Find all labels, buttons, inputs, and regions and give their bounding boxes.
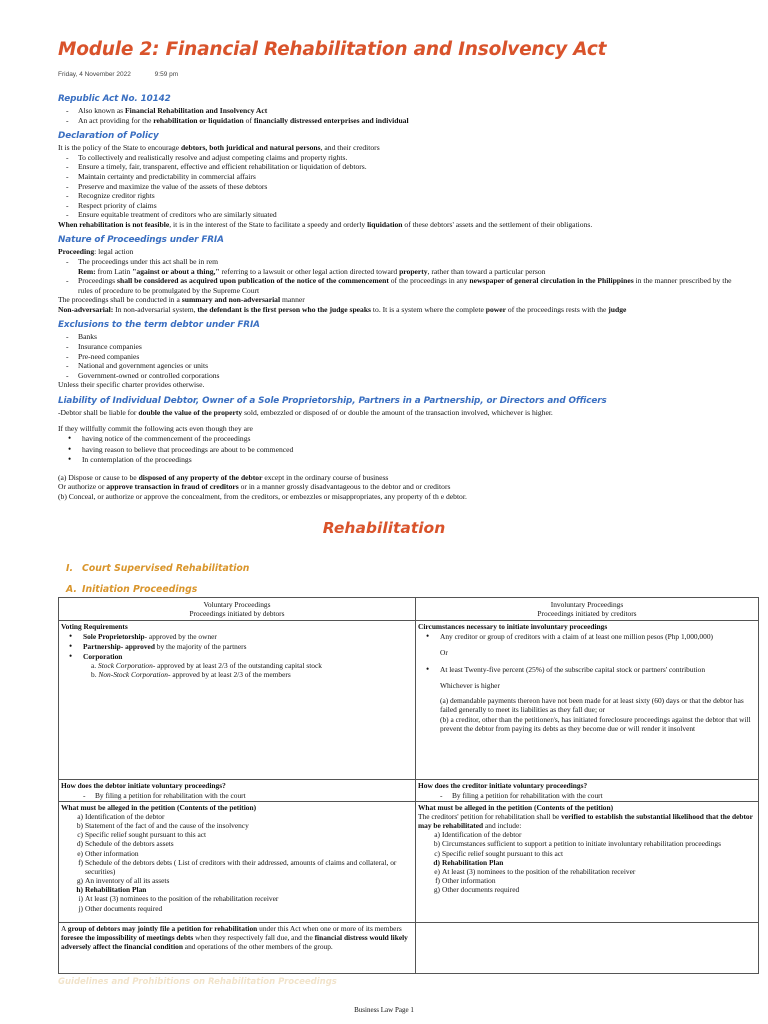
table-row bbox=[59, 801, 759, 922]
list-item: f) Schedule of the debtors debts ( List of creditors with their addressed, amounts of claims and collateral, or securities) bbox=[78, 857, 397, 876]
list-item: • Sole Proprietorship- approved by the owner bbox=[69, 632, 413, 641]
table-row bbox=[59, 621, 759, 780]
table-row bbox=[59, 598, 759, 621]
table-row bbox=[59, 922, 759, 973]
faded-heading: Guidelines and Prohibitions on Rehabilitation Proceedings bbox=[58, 977, 337, 987]
rehabilitation-title: Rehabilitation bbox=[322, 519, 446, 537]
list-item: • At least Twenty-five percent (25%) of the subscribe capital stock or partners' contribution bbox=[426, 665, 756, 674]
list-item: - Respect priority of claims bbox=[66, 201, 748, 211]
list-item: - Pre-need companies bbox=[66, 352, 748, 362]
page-title: Module 2: Financial Rehabilitation and Insolvency Act bbox=[58, 39, 607, 60]
list-item: - Insurance companies bbox=[66, 342, 748, 352]
voluntary-petition-contents-cell: What must be alleged in the petition (Contents of the petition) a) Identification of the debtor b) Statement of the fact of and the cause of the insolvency c) Specific relief sought pursuant to this act d) Schedule of the debtors assets e) Other information f) Schedule of the debtors debts ( List of creditors with their addressed, amounts of claims and collateral, or securities) g) An inventory of all its assets h) Rehabilitation Plan i) At least (3) nominees to the position of the rehabilitation receiver j) Other documents required bbox=[59, 801, 416, 922]
note-date: Friday, 4 November 2022 bbox=[58, 71, 131, 78]
list-item: g) Other documents required bbox=[433, 885, 520, 895]
empty-cell bbox=[416, 922, 759, 973]
circumstances-cell: Circumstances necessary to initiate involuntary proceedings • Any creditor or group of creditors with a claim of at least one million pesos (Php 1,000,000) Or • At least Twenty-five percent (25%) of the subscribe capital stock or partners' contribution Whichever is higher (a) demandable payments thereon have not been made for at least sixty (60) days or that the debtor has failed generally to meet its liabilities as they fall due; or (b) a creditor, other than the petitioner/s, has initiated foreclosure proceedings against the debtor that will prevent the debtor from paying its debts as they become due or will render it insolvent bbox=[416, 621, 759, 780]
list-item: - Ensure equitable treatment of creditors who are similarly situated bbox=[66, 210, 748, 220]
page-footer: Business Law Page 1 bbox=[354, 1006, 414, 1014]
involuntary-petition-contents-cell: What must be alleged in the petition (Contents of the petition) The creditors' petition for rehabilitation shall be verified to establish the substantial likelihood that the debtor may be rehabilitated and include: a) Identification of the debtor b) Circumstances sufficient to support a petition to initiate involuntary rehabilitation proceedings c) Specific relief sought pursuant to this act d) Rehabilitation Plan e) At least (3) nominees to the position of the rehabilitation receiver f) Other information g) Other documents required bbox=[416, 801, 759, 922]
list-item: • In contemplation of the proceedings bbox=[68, 455, 748, 465]
table-row bbox=[59, 780, 759, 801]
list-item: - Government-owned or controlled corporations bbox=[66, 371, 748, 381]
exclusions-closing: Unless their specific charter provides otherwise. bbox=[58, 380, 205, 390]
heading-declaration-of-policy: Declaration of Policy bbox=[58, 131, 159, 142]
policy-list bbox=[58, 153, 748, 220]
voluntary-how-cell: How does the debtor initiate voluntary proceedings? - By filing a petition for rehabilitation with the court bbox=[59, 780, 416, 801]
heading-nature-of-proceedings: Nature of Proceedings under FRIA bbox=[58, 235, 224, 246]
list-item: e) At least (3) nominees to the position of the rehabilitation receiver bbox=[434, 866, 636, 876]
liability-line: -Debtor shall be liable for double the value of the property sold, embezzled or disposed of or double the amount of the transaction involved, whichever is higher. bbox=[58, 407, 553, 417]
act-a: (a) Dispose or cause to be disposed of any property of the debtor except in the ordinary course of business bbox=[58, 472, 389, 482]
heading-court-supervised: I. Court Supervised Rehabilitation bbox=[66, 563, 250, 574]
heading-liability: Liability of Individual Debtor, Owner of a Sole Proprietorship, Partners in a Partnership, or Directors and Officers bbox=[58, 395, 607, 406]
ra-list bbox=[58, 106, 748, 125]
list-item: - Proceedings shall be considered as acquired upon publication of the notice of the commencement of the proceedings in any newspaper of general circulation in the Philippines in the manner prescribed by the rules of procedure to be promulgated by the Supreme Court bbox=[66, 276, 748, 295]
list-item: b) Circumstances sufficient to support a petition to initiate involuntary rehabilitation proceedings bbox=[433, 839, 721, 849]
act-b: (b) Conceal, or authorize or approve the concealment, from the creditors, or embezzles or misappropriates, any property of th e debtor. bbox=[58, 491, 467, 501]
list-item: • Partnership- approved by the majority of the partners bbox=[69, 642, 413, 651]
policy-closing: When rehabilitation is not feasible, it is in the interest of the State to facilitate a speedy and orderly liquidation of these debtors' assets and the settlement of their obligations. bbox=[58, 219, 593, 229]
list-item: i) At least (3) nominees to the position of the rehabilitation receiver bbox=[78, 894, 279, 904]
table-header-involuntary: Involuntary Proceedings Proceedings initiated by creditors bbox=[416, 598, 759, 621]
rem-definition: Rem: from Latin "against or about a thing," referring to a lawsuit or other legal action directed toward property, rather than toward a particular person bbox=[78, 266, 546, 276]
notes-body bbox=[58, 94, 748, 501]
list-item: f) Other information bbox=[435, 876, 496, 886]
list-item: • having reason to believe that proceedings are about to be commenced bbox=[68, 445, 748, 455]
list-item: • having notice of the commencement of the proceedings bbox=[68, 434, 748, 444]
list-item: a) Identification of the debtor bbox=[434, 830, 522, 840]
list-item: e) Other information bbox=[77, 848, 139, 858]
note-timestamp bbox=[58, 71, 200, 79]
list-item: h) Rehabilitation Plan bbox=[76, 885, 147, 895]
list-item: - Also known as Financial Rehabilitation and Insolvency Act bbox=[66, 106, 748, 116]
heading-republic-act: Republic Act No. 10142 bbox=[58, 94, 171, 104]
summary-line: The proceedings shall be conducted in a summary and non-adversarial manner bbox=[58, 295, 305, 305]
table-header-voluntary: Voluntary Proceedings Proceedings initiated by debtors bbox=[59, 598, 416, 621]
list-item: d) Rehabilitation Plan bbox=[433, 857, 504, 867]
list-item: c) Specific relief sought pursuant to this act bbox=[434, 848, 564, 858]
list-item: - Preserve and maximize the value of the assets of these debtors bbox=[66, 182, 748, 192]
list-item: - Banks bbox=[66, 332, 748, 342]
list-item: c) Specific relief sought pursuant to this act bbox=[77, 830, 207, 840]
list-item: - Maintain certainty and predictability in commercial affairs bbox=[66, 172, 748, 182]
involuntary-how-cell: How does the creditor initiate voluntary proceedings? - By filing a petition for rehabilitation with the court bbox=[416, 780, 759, 801]
act-or: Or authorize or approve transaction in fraud of creditors or in a manner grossly disadvantageous to the debtor and or creditors bbox=[58, 482, 451, 492]
heading-exclusions: Exclusions to the term debtor under FRIA bbox=[58, 320, 260, 331]
list-item: g) An inventory of all its assets bbox=[76, 876, 170, 886]
list-item: - National and government agencies or units bbox=[66, 361, 748, 371]
list-item: - The proceedings under this act shall be in rem Rem: from Latin "against or about a thing," referring to a lawsuit or other legal action directed toward property, rather than toward a particular person bbox=[66, 257, 748, 276]
list-item: - An act providing for the rehabilitation or liquidation of financially distressed enterprises and individual bbox=[66, 116, 748, 126]
nature-list bbox=[58, 257, 748, 295]
list-item: - By filing a petition for rehabilitation with the court bbox=[440, 791, 756, 800]
list-item: • Any creditor or group of creditors with a claim of at least one million pesos (Php 1,000,000) bbox=[426, 632, 756, 641]
proceeding-definition: Proceeding: legal action bbox=[58, 247, 134, 257]
list-item: - Recognize creditor rights bbox=[66, 191, 748, 201]
voting-requirements-cell: Voting Requirements • Sole Proprietorship- approved by the owner • Partnership- approved by the majority of the partners • Corporation a. Stock Corporation- approved by at least 2/3 of the outstanding capital stock b. Non-Stock Corporation- approved by at least 2/3 of the members bbox=[59, 621, 416, 780]
list-item: - To collectively and realistically resolve and adjust competing claims and property rights. bbox=[66, 153, 748, 163]
heading-initiation-proceedings: A. Initiation Proceedings bbox=[66, 584, 198, 595]
list-item: b) Statement of the fact of and the cause of the insolvency bbox=[76, 821, 249, 831]
policy-intro: It is the policy of the State to encourage debtors, both juridical and natural persons, and their creditors bbox=[58, 143, 380, 153]
list-item: - By filing a petition for rehabilitation with the court bbox=[83, 791, 413, 800]
exclusions-list bbox=[58, 332, 748, 380]
liability-acts-intro: If they willfully commit the following acts even though they are bbox=[58, 424, 253, 434]
note-time: 9:59 pm bbox=[154, 71, 179, 78]
list-item: d) Schedule of the debtors assets bbox=[76, 839, 174, 849]
list-item: a) Identification of the debtor bbox=[77, 811, 165, 821]
non-adversarial-line: Non-adversarial: In non-adversarial system, the defendant is the first person who the judge speaks to. It is a system where the complete power of the proceedings rests with the judge bbox=[58, 304, 627, 314]
proceedings-table bbox=[58, 597, 759, 974]
list-item: j) Other documents required bbox=[78, 903, 163, 913]
group-petition-cell: A group of debtors may jointly file a petition for rehabilitation under this Act when one or more of its members foresee the impossibility of meetings debts when they respectively fall due, and the financial distress would likely adversely affect the financial condition and operations of the other members of the group. bbox=[59, 922, 416, 973]
liability-bullets bbox=[58, 434, 748, 465]
list-item: • Corporation a. Stock Corporation- approved by at least 2/3 of the outstanding capital stock b. Non-Stock Corporation- approved by at least 2/3 of the members bbox=[69, 652, 413, 680]
list-item: - Ensure a timely, fair, transparent, effective and efficient rehabilitation or liquidation of debtors. bbox=[66, 162, 748, 172]
